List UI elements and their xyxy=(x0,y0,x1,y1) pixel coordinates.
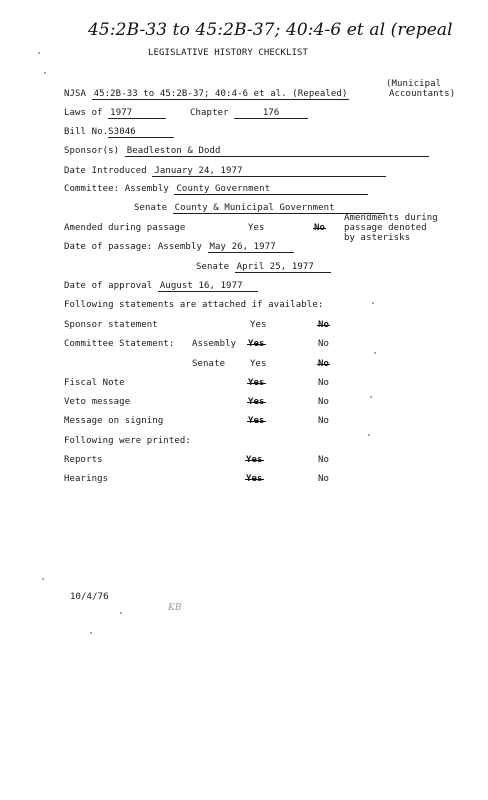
committee-senate-label: Senate xyxy=(134,203,168,213)
passage-senate-row xyxy=(196,262,331,273)
amended-yes: Yes xyxy=(248,223,265,233)
printed-hearings-no: No xyxy=(318,474,330,484)
committee-label: Committee: xyxy=(64,184,120,194)
printed-reports-yes: Yes xyxy=(246,455,263,465)
laws-row xyxy=(64,108,166,119)
scan-speck xyxy=(368,434,370,436)
bill-row xyxy=(64,127,174,138)
statement-fiscal-yes: Yes xyxy=(248,378,265,388)
amended-note-line3: by asterisks xyxy=(344,233,411,243)
statement-committee-senate-label: Senate xyxy=(192,359,226,369)
chapter-number: 176 xyxy=(234,108,308,119)
sponsor-value: Beadleston & Dodd xyxy=(125,146,429,157)
passage-assembly-row xyxy=(64,242,294,253)
njsa-label: NJSA xyxy=(64,89,87,99)
amended-label: Amended during passage xyxy=(64,223,186,233)
approval-value: August 16, 1977 xyxy=(158,281,258,292)
sponsor-row xyxy=(64,146,429,157)
approval-row xyxy=(64,281,258,292)
scan-speck xyxy=(374,352,376,354)
bill-label: Bill No. xyxy=(64,127,109,137)
footer-date: 10/4/76 xyxy=(70,592,109,602)
footer-initials: KB xyxy=(168,603,182,613)
date-introduced-label: Date Introduced xyxy=(64,166,147,176)
statement-signing-no: No xyxy=(318,416,330,426)
statement-committee-senate-yes: Yes xyxy=(250,359,267,369)
chapter-label: Chapter xyxy=(190,108,229,118)
printed-hearings-label: Hearings xyxy=(64,474,109,484)
scan-speck xyxy=(372,302,374,304)
printed-reports-label: Reports xyxy=(64,455,103,465)
njsa-note-line2: Accountants) xyxy=(389,89,456,99)
amended-no xyxy=(314,223,325,233)
scan-speck xyxy=(38,52,40,54)
statement-veto-yes: Yes xyxy=(248,397,265,407)
handwritten-citation-note: 45:2B-33 to 45:2B-37; 40:4-6 et al (repeal xyxy=(88,20,453,40)
statement-sponsor-yes: Yes xyxy=(250,320,267,330)
statement-fiscal-label: Fiscal Note xyxy=(64,378,125,388)
page-title: LEGISLATIVE HISTORY CHECKLIST xyxy=(148,48,309,58)
committee-assembly-row xyxy=(64,184,368,195)
statement-committee-assembly-no: No xyxy=(318,339,330,349)
printed-reports-no: No xyxy=(318,455,330,465)
scan-speck xyxy=(44,72,46,74)
njsa-note-line1: (Municipal xyxy=(386,79,442,89)
date-introduced-row xyxy=(64,166,386,177)
passage-label: Date of passage: xyxy=(64,242,153,252)
scan-speck xyxy=(370,396,372,398)
statement-committee-assembly-label: Assembly xyxy=(192,339,237,349)
scan-speck xyxy=(42,578,44,580)
statement-committee-senate-no: No xyxy=(318,359,330,369)
printed-header: Following were printed: xyxy=(64,436,191,446)
passage-assembly-label: Assembly xyxy=(157,242,202,252)
scan-speck xyxy=(120,612,122,614)
statement-veto-label: Veto message xyxy=(64,397,131,407)
date-introduced-value: January 24, 1977 xyxy=(152,166,386,177)
laws-label: Laws of xyxy=(64,108,103,118)
attached-header: Following statements are attached if available: xyxy=(64,300,324,310)
laws-year: 1977 xyxy=(108,108,166,119)
amended-note-line2: passage denoted xyxy=(344,223,427,233)
passage-assembly-value: May 26, 1977 xyxy=(208,242,294,253)
statement-fiscal-no: No xyxy=(318,378,330,388)
njsa-row xyxy=(64,89,349,100)
passage-senate-label: Senate xyxy=(196,262,230,272)
committee-senate-value: County & Municipal Government xyxy=(173,203,385,214)
statement-signing-yes: Yes xyxy=(248,416,265,426)
bill-number: S3046 xyxy=(108,127,174,138)
committee-assembly-label: Assembly xyxy=(124,184,169,194)
scan-speck xyxy=(90,632,92,634)
approval-label: Date of approval xyxy=(64,281,153,291)
njsa-citation: 45:2B-33 to 45:2B-37; 40:4-6 et al. (Repealed) xyxy=(93,89,348,99)
chapter-row xyxy=(190,108,308,119)
amended-note-line1: Amendments during xyxy=(344,213,438,223)
statement-veto-no: No xyxy=(318,397,330,407)
amended-no-struck: No xyxy=(314,223,326,233)
statement-sponsor-no: No xyxy=(318,320,330,330)
passage-senate-value: April 25, 1977 xyxy=(235,262,331,273)
statement-signing-label: Message on signing xyxy=(64,416,164,426)
statement-committee-assembly-yes: Yes xyxy=(248,339,265,349)
sponsor-label: Sponsor(s) xyxy=(64,146,120,156)
committee-assembly-value: County Government xyxy=(174,184,368,195)
printed-hearings-yes: Yes xyxy=(246,474,263,484)
statement-sponsor-label: Sponsor statement xyxy=(64,320,158,330)
statement-committee-label: Committee Statement: xyxy=(64,339,175,349)
